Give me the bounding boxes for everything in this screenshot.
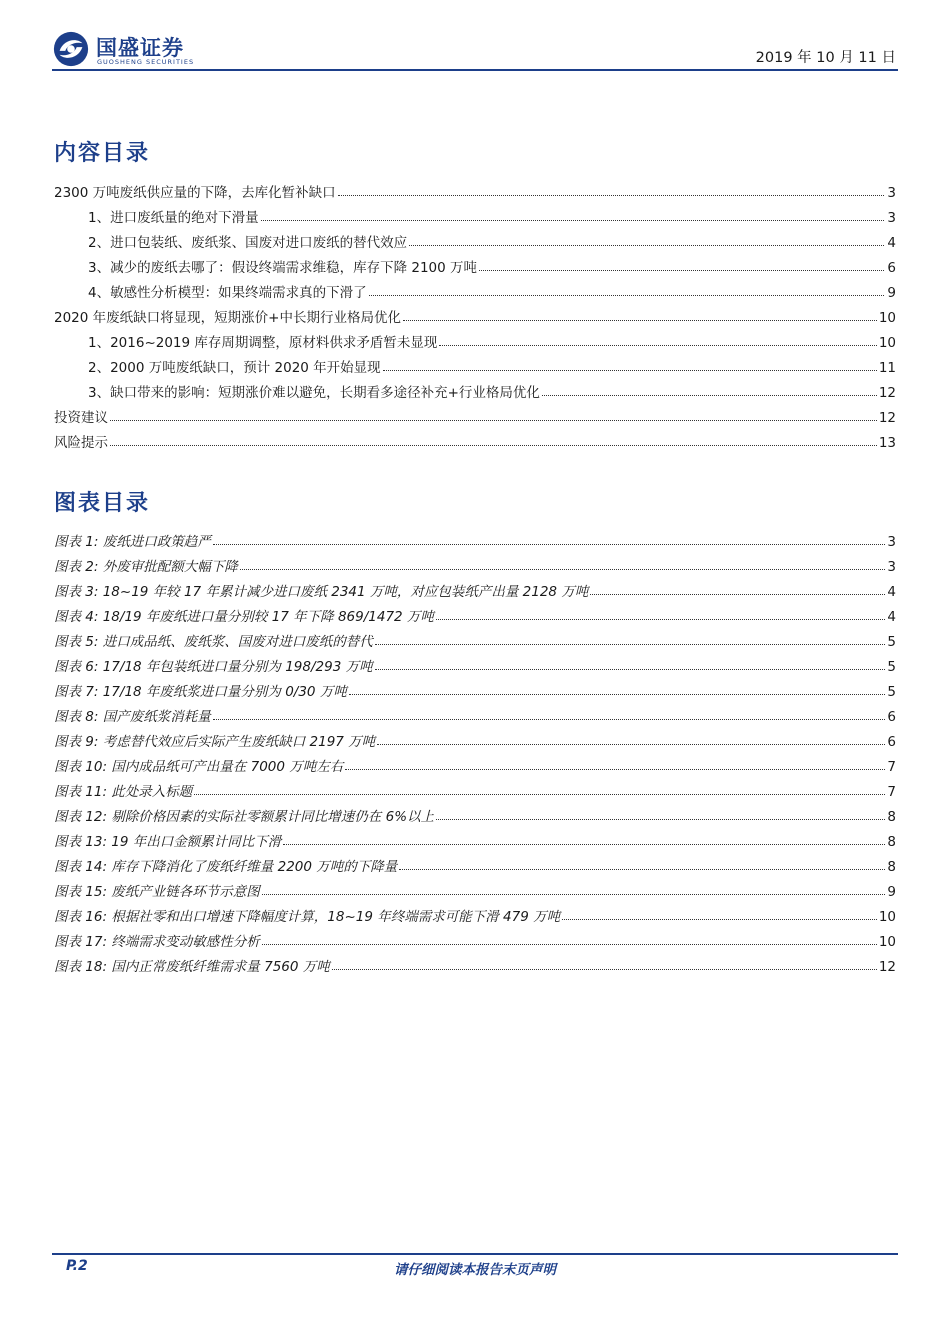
figure-entry[interactable] [54, 875, 896, 900]
toc-leader-dots [479, 269, 884, 271]
figure-entry-page: 9 [887, 884, 896, 900]
figure-entry[interactable] [54, 550, 896, 575]
toc-leader-dots [439, 344, 876, 346]
figure-entry-text: 图表 2: 外废审批配额大幅下降 [54, 559, 238, 575]
figure-entry[interactable] [54, 575, 896, 600]
figure-entry-text: 图表 14: 库存下降消化了废纸纤维量 2200 万吨的下降量 [54, 859, 398, 875]
figure-entry-text: 图表 5: 进口成品纸、废纸浆、国废对进口废纸的替代 [54, 634, 373, 650]
figure-entry-page: 8 [887, 859, 896, 875]
figure-entry[interactable] [54, 825, 896, 850]
figure-entry-page: 10 [878, 934, 896, 950]
toc-entry-page: 3 [887, 185, 896, 201]
toc-entry-page: 11 [878, 360, 896, 376]
figure-entry-text: 图表 6: 17/18 年包装纸进口量分别为 198/293 万吨 [54, 659, 373, 675]
figure-leader-dots [283, 843, 885, 845]
toc-entry[interactable] [54, 276, 896, 301]
toc-entry[interactable] [54, 326, 896, 351]
logo-text-en: GUOSHENG SECURITIES [97, 58, 195, 66]
disclaimer-note: 请仔细阅读本报告末页声明 [394, 1262, 556, 1278]
toc-entry-text: 2020 年废纸缺口将显现，短期涨价+中长期行业格局优化 [54, 310, 401, 326]
toc-entry-page: 3 [887, 210, 896, 226]
figure-leader-dots [399, 868, 885, 870]
toc-entry[interactable] [54, 301, 896, 326]
toc-entry-page: 12 [878, 410, 896, 426]
toc-entry-text: 3、缺口带来的影响：短期涨价难以避免，长期看多途径补充+行业格局优化 [88, 385, 540, 401]
toc-leader-dots [542, 394, 877, 396]
figure-leader-dots [240, 568, 886, 570]
figure-entry-page: 6 [887, 709, 896, 725]
figure-entry[interactable] [54, 725, 896, 750]
figure-entry-text: 图表 15: 废纸产业链各环节示意图 [54, 884, 260, 900]
toc-entry-text: 1、进口废纸量的绝对下滑量 [88, 210, 259, 226]
figure-leader-dots [375, 643, 886, 645]
figure-list [54, 525, 896, 975]
figure-entry-text: 图表 11: 此处录入标题 [54, 784, 193, 800]
figure-entry-text: 图表 7: 17/18 年废纸浆进口量分别为 0/30 万吨 [54, 684, 347, 700]
figure-entry[interactable] [54, 525, 896, 550]
figure-entry[interactable] [54, 800, 896, 825]
toc-entry-text: 4、敏感性分析模型：如果终端需求真的下滑了 [88, 285, 367, 301]
figure-entry[interactable] [54, 600, 896, 625]
figure-entry[interactable] [54, 650, 896, 675]
toc-entry-page: 13 [878, 435, 896, 451]
toc-entry-text: 风险提示 [54, 435, 108, 451]
toc-entry-text: 1、2016~2019 库存周期调整，原材料供求矛盾暂未显现 [88, 335, 438, 351]
figure-leader-dots [332, 968, 877, 970]
figure-leader-dots [436, 618, 885, 620]
figure-entry-text: 图表 12: 剔除价格因素的实际社零额累计同比增速仍在 6%以上 [54, 809, 435, 825]
toc-entry-page: 10 [878, 335, 896, 351]
toc-entry-text: 投资建议 [54, 410, 108, 426]
toc-leader-dots [110, 444, 877, 446]
toc-entry-text: 2300 万吨废纸供应量的下降，去库化暂补缺口 [54, 185, 336, 201]
figure-entry[interactable] [54, 950, 896, 975]
toc-entry-page: 10 [878, 310, 896, 326]
figure-leader-dots [349, 693, 886, 695]
figure-entry[interactable] [54, 700, 896, 725]
figure-leader-dots [262, 943, 877, 945]
header-divider [52, 69, 898, 71]
toc-entry[interactable] [54, 351, 896, 376]
toc-leader-dots [261, 219, 884, 221]
toc-entry-page: 6 [887, 260, 896, 276]
figure-entry-page: 4 [887, 609, 896, 625]
figure-entry-text: 图表 10: 国内成品纸可产出量在 7000 万吨左右 [54, 759, 344, 775]
page-header [52, 28, 898, 70]
figure-entry-text: 图表 8: 国产废纸浆消耗量 [54, 709, 211, 725]
toc-leader-dots [403, 319, 877, 321]
figure-leader-dots [590, 593, 885, 595]
figure-entry-page: 3 [887, 559, 896, 575]
toc-leader-dots [110, 419, 877, 421]
toc-title: 内容目录 [54, 141, 151, 166]
figure-entry-page: 7 [887, 784, 896, 800]
figure-entry-page: 12 [878, 959, 896, 975]
figure-leader-dots [194, 793, 885, 795]
figure-entry-text: 图表 13: 19 年出口金额累计同比下滑 [54, 834, 282, 850]
toc-list [54, 176, 896, 451]
figure-list-title: 图表目录 [54, 491, 151, 516]
page-number: P.2 [66, 1258, 88, 1274]
toc-entry-page: 9 [887, 285, 896, 301]
figure-entry-text: 图表 1: 废纸进口政策趋严 [54, 534, 211, 550]
toc-leader-dots [409, 244, 884, 246]
toc-leader-dots [369, 294, 884, 296]
toc-entry[interactable] [54, 426, 896, 451]
figure-entry-page: 5 [887, 684, 896, 700]
figure-entry[interactable] [54, 925, 896, 950]
figure-entry-page: 6 [887, 734, 896, 750]
toc-entry[interactable] [54, 376, 896, 401]
logo-text-cn: 国盛证券 [96, 36, 184, 60]
figure-entry-page: 5 [887, 634, 896, 650]
logo-icon [52, 30, 90, 68]
figure-entry-page: 8 [887, 834, 896, 850]
toc-entry[interactable] [54, 226, 896, 251]
figure-entry-page: 7 [887, 759, 896, 775]
toc-leader-dots [383, 369, 877, 371]
figure-leader-dots [345, 768, 885, 770]
figure-entry-text: 图表 3: 18~19 年较 17 年累计减少进口废纸 2341 万吨，对应包装纸产出量 2128 万吨 [54, 584, 589, 600]
figure-entry-text: 图表 4: 18/19 年废纸进口量分别较 17 年下降 869/1472 万吨 [54, 609, 434, 625]
figure-leader-dots [213, 543, 886, 545]
figure-entry-text: 图表 17: 终端需求变动敏感性分析 [54, 934, 260, 950]
figure-entry-page: 4 [887, 584, 896, 600]
figure-entry-text: 图表 18: 国内正常废纸纤维需求量 7560 万吨 [54, 959, 330, 975]
report-date: 2019 年 10 月 11 日 [755, 50, 896, 66]
figure-entry[interactable] [54, 775, 896, 800]
figure-entry-text: 图表 9: 考虑替代效应后实际产生废纸缺口 2197 万吨 [54, 734, 376, 750]
company-logo [52, 30, 252, 70]
figure-leader-dots [213, 718, 886, 720]
figure-entry[interactable] [54, 750, 896, 775]
toc-leader-dots [338, 194, 884, 196]
toc-entry[interactable] [54, 251, 896, 276]
figure-entry-text: 图表 16: 根据社零和出口增速下降幅度计算，18~19 年终端需求可能下滑 479 万吨 [54, 909, 561, 925]
toc-entry[interactable] [54, 401, 896, 426]
figure-leader-dots [562, 918, 877, 920]
toc-entry-text: 3、减少的废纸去哪了：假设终端需求维稳，库存下降 2100 万吨 [88, 260, 478, 276]
figure-entry[interactable] [54, 900, 896, 925]
figure-entry-page: 8 [887, 809, 896, 825]
figure-leader-dots [375, 668, 886, 670]
figure-leader-dots [436, 818, 885, 820]
toc-entry-text: 2、进口包装纸、废纸浆、国废对进口废纸的替代效应 [88, 235, 408, 251]
toc-entry-page: 12 [878, 385, 896, 401]
figure-leader-dots [262, 893, 886, 895]
footer-divider [52, 1253, 898, 1255]
figure-entry[interactable] [54, 675, 896, 700]
toc-entry[interactable] [54, 176, 896, 201]
figure-entry-page: 3 [887, 534, 896, 550]
toc-entry[interactable] [54, 201, 896, 226]
figure-entry-page: 10 [878, 909, 896, 925]
figure-leader-dots [377, 743, 885, 745]
toc-entry-page: 4 [887, 235, 896, 251]
figure-entry-page: 5 [887, 659, 896, 675]
figure-entry[interactable] [54, 625, 896, 650]
figure-entry[interactable] [54, 850, 896, 875]
toc-entry-text: 2、2000 万吨废纸缺口，预计 2020 年开始显现 [88, 360, 381, 376]
